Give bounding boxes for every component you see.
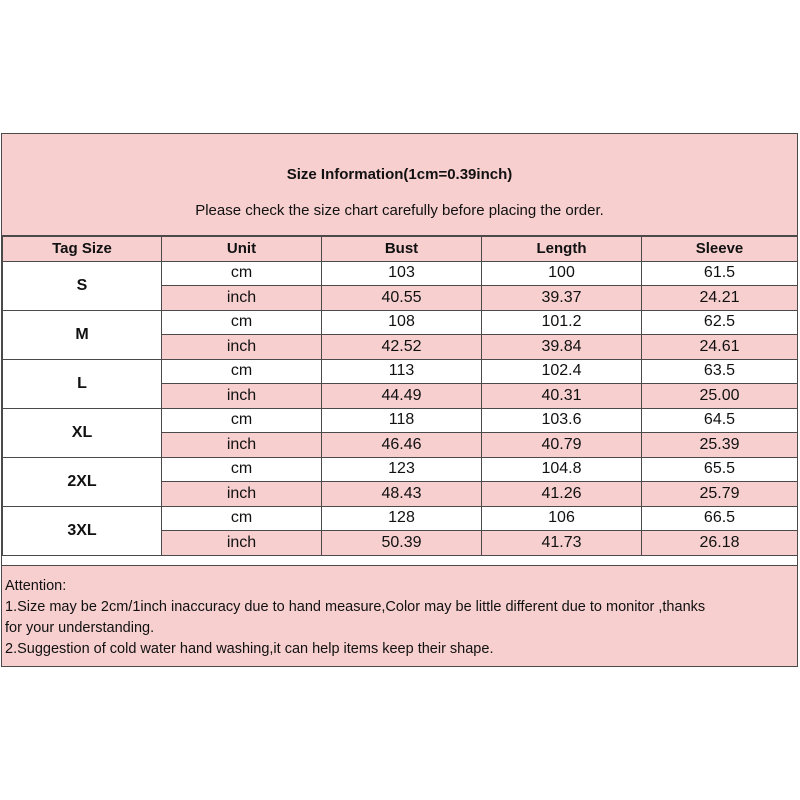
length-cell: 40.31	[482, 384, 642, 409]
sleeve-cell: 25.00	[642, 384, 798, 409]
size-chart-subtitle: Please check the size chart carefully before placing the order.	[195, 202, 604, 219]
sleeve-cell: 66.5	[642, 506, 798, 531]
unit-cell: inch	[162, 433, 322, 458]
length-cell: 39.84	[482, 335, 642, 360]
sleeve-cell: 64.5	[642, 408, 798, 433]
table-header-row	[3, 237, 798, 262]
bust-cell: 108	[322, 310, 482, 335]
notes-line-2: 2.Suggestion of cold water hand washing,it can help items keep their shape.	[5, 641, 494, 657]
bust-cell: 113	[322, 359, 482, 384]
bust-cell: 42.52	[322, 335, 482, 360]
table-row	[3, 261, 798, 286]
size-table-body	[3, 261, 798, 555]
length-cell: 103.6	[482, 408, 642, 433]
size-chart-header	[2, 134, 797, 236]
bust-cell: 46.46	[322, 433, 482, 458]
bust-cell: 50.39	[322, 531, 482, 556]
sleeve-cell: 26.18	[642, 531, 798, 556]
sleeve-cell: 25.79	[642, 482, 798, 507]
sleeve-cell: 65.5	[642, 457, 798, 482]
header-unit: Unit	[162, 237, 322, 262]
table-row	[3, 506, 798, 531]
table-row	[3, 310, 798, 335]
table-row	[3, 408, 798, 433]
attention-notes	[2, 565, 797, 666]
tag-size-cell: XL	[3, 408, 162, 457]
sleeve-cell: 63.5	[642, 359, 798, 384]
length-cell: 39.37	[482, 286, 642, 311]
header-length: Length	[482, 237, 642, 262]
tag-size-cell: 2XL	[3, 457, 162, 506]
bust-cell: 128	[322, 506, 482, 531]
size-chart-title: Size Information(1cm=0.39inch)	[286, 166, 513, 183]
sleeve-cell: 24.61	[642, 335, 798, 360]
unit-cell: inch	[162, 482, 322, 507]
unit-cell: cm	[162, 310, 322, 335]
bust-cell: 48.43	[322, 482, 482, 507]
header-tag-size: Tag Size	[3, 237, 162, 262]
sleeve-cell: 24.21	[642, 286, 798, 311]
length-cell: 40.79	[482, 433, 642, 458]
length-cell: 101.2	[482, 310, 642, 335]
bust-cell: 44.49	[322, 384, 482, 409]
unit-cell: cm	[162, 359, 322, 384]
bust-cell: 123	[322, 457, 482, 482]
header-sleeve: Sleeve	[642, 237, 798, 262]
sleeve-cell: 25.39	[642, 433, 798, 458]
header-bust: Bust	[322, 237, 482, 262]
bust-cell: 40.55	[322, 286, 482, 311]
length-cell: 106	[482, 506, 642, 531]
size-chart	[1, 133, 798, 667]
length-cell: 104.8	[482, 457, 642, 482]
notes-heading: Attention:	[5, 578, 67, 594]
size-table	[2, 236, 798, 556]
tag-size-cell: M	[3, 310, 162, 359]
notes-line-1: 1.Size may be 2cm/1inch inaccuracy due to hand measure,Color may be little different due to monitor ,thanks	[5, 599, 706, 615]
unit-cell: cm	[162, 261, 322, 286]
length-cell: 100	[482, 261, 642, 286]
table-row	[3, 457, 798, 482]
notes-line-1-continued: for your understanding.	[5, 620, 155, 636]
tag-size-cell: S	[3, 261, 162, 310]
bust-cell: 118	[322, 408, 482, 433]
table-row	[3, 359, 798, 384]
length-cell: 41.73	[482, 531, 642, 556]
unit-cell: cm	[162, 457, 322, 482]
bust-cell: 103	[322, 261, 482, 286]
unit-cell: inch	[162, 335, 322, 360]
unit-cell: inch	[162, 286, 322, 311]
sleeve-cell: 61.5	[642, 261, 798, 286]
tag-size-cell: L	[3, 359, 162, 408]
unit-cell: inch	[162, 531, 322, 556]
unit-cell: inch	[162, 384, 322, 409]
unit-cell: cm	[162, 506, 322, 531]
length-cell: 41.26	[482, 482, 642, 507]
sleeve-cell: 62.5	[642, 310, 798, 335]
unit-cell: cm	[162, 408, 322, 433]
length-cell: 102.4	[482, 359, 642, 384]
tag-size-cell: 3XL	[3, 506, 162, 555]
